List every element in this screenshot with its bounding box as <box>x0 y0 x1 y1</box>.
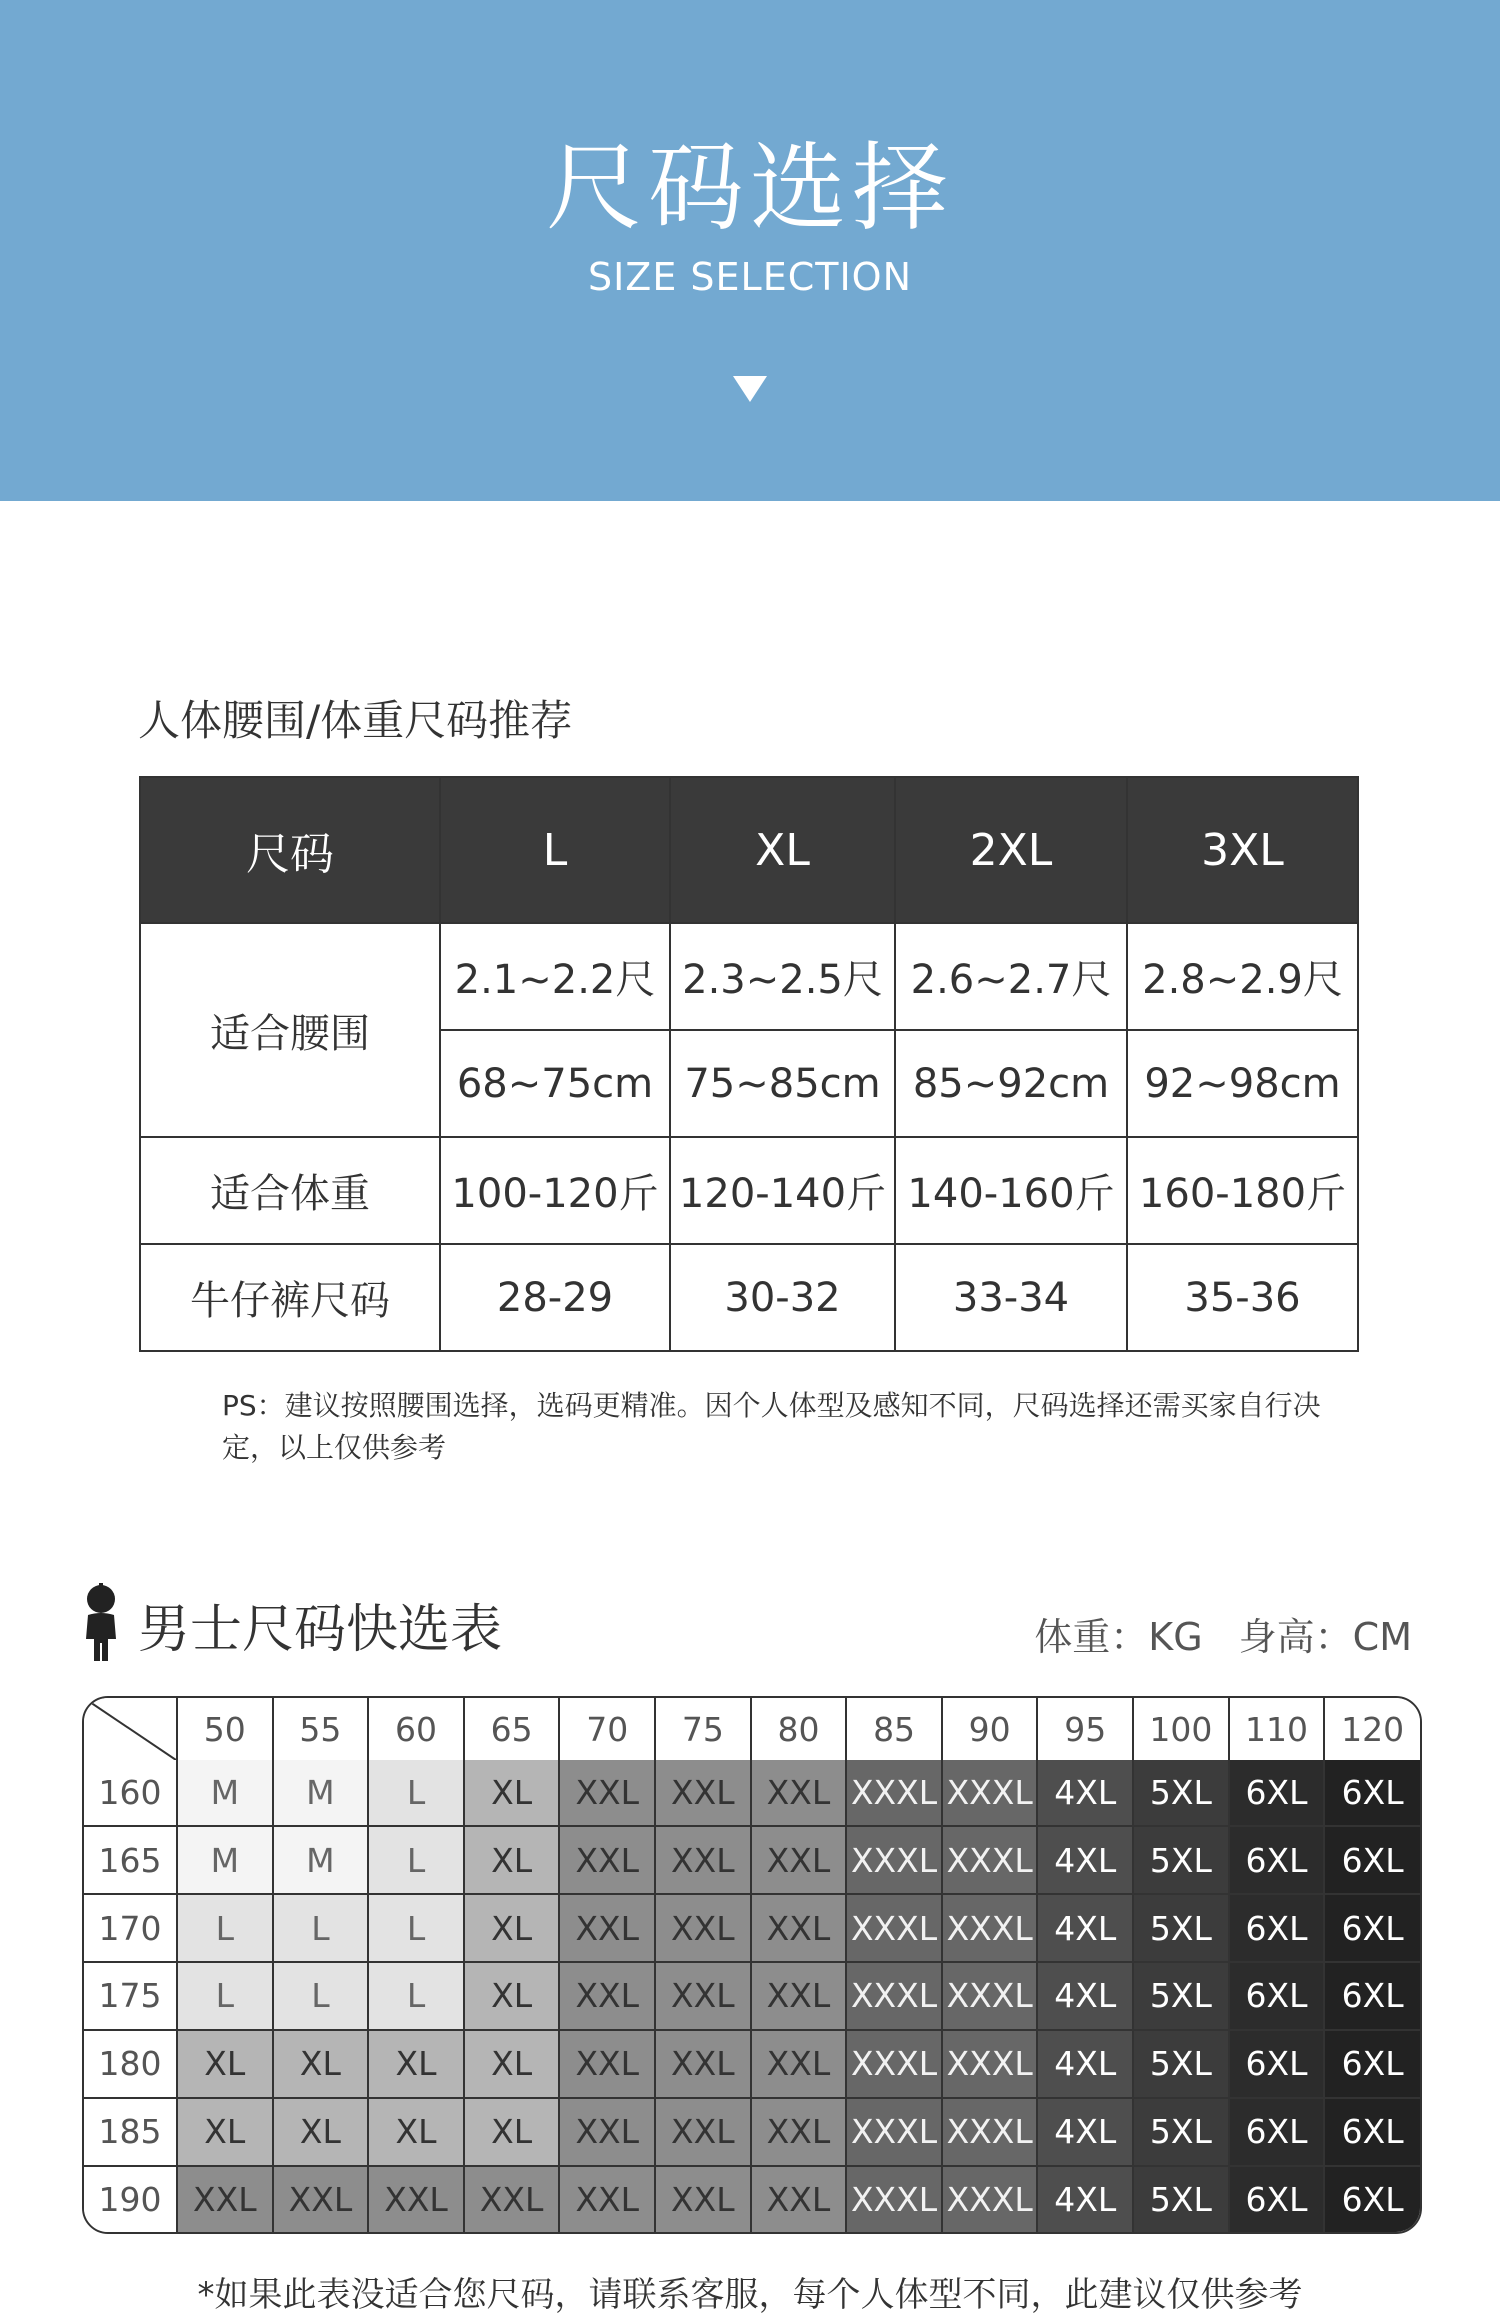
size-cell: 5XL <box>1133 1760 1229 1826</box>
size-cell: 6XL <box>1229 2030 1325 2098</box>
size-cell: XL <box>464 1826 560 1894</box>
size-cell: XXXL <box>846 1760 942 1826</box>
size-cell: XXL <box>655 2166 751 2232</box>
size-cell: M <box>177 1826 273 1894</box>
table-cell: 2.6~2.7尺 <box>895 923 1127 1030</box>
table-cell: 28-29 <box>440 1244 670 1351</box>
size-cell: 4XL <box>1037 2166 1133 2232</box>
size-cell: XXXL <box>846 2166 942 2232</box>
size-cell: XXXL <box>942 2166 1038 2232</box>
size-cell: XL <box>273 2030 369 2098</box>
size-recommendation-table <box>139 776 1359 1352</box>
size-cell: XXL <box>655 1760 751 1826</box>
weight-header-cell: 95 <box>1037 1698 1133 1760</box>
weight-header-cell: 65 <box>464 1698 560 1760</box>
size-cell: L <box>273 1894 369 1962</box>
size-cell: XXL <box>273 2166 369 2232</box>
height-label-cell: 185 <box>84 2098 177 2166</box>
size-cell: 6XL <box>1229 1826 1325 1894</box>
size-cell: XXXL <box>846 2098 942 2166</box>
weight-header-cell: 110 <box>1229 1698 1325 1760</box>
header-cell: 尺码 <box>140 777 440 923</box>
size-cell: XXL <box>464 2166 560 2232</box>
size-cell: XXXL <box>846 1962 942 2030</box>
size-cell: M <box>273 1760 369 1826</box>
size-cell: L <box>368 1962 464 2030</box>
size-cell: 6XL <box>1324 1894 1420 1962</box>
size-cell: XXL <box>751 1894 847 1962</box>
size-cell: XL <box>273 2098 369 2166</box>
table-cell: 2.1~2.2尺 <box>440 923 670 1030</box>
size-cell: 6XL <box>1229 1894 1325 1962</box>
size-cell: XXL <box>751 1962 847 2030</box>
size-cell: XXL <box>177 2166 273 2232</box>
size-cell: XXXL <box>942 2098 1038 2166</box>
weight-header-cell: 75 <box>655 1698 751 1760</box>
weight-header-cell: 60 <box>368 1698 464 1760</box>
size-cell: XXXL <box>942 1760 1038 1826</box>
size-cell: 4XL <box>1037 1962 1133 2030</box>
size-cell: XXL <box>559 1760 655 1826</box>
table-cell: 100-120斤 <box>440 1137 670 1244</box>
size-cell: 6XL <box>1324 2166 1420 2232</box>
size-cell: 4XL <box>1037 1760 1133 1826</box>
size-table-title: 人体腰围/体重尺码推荐 <box>138 696 573 745</box>
size-cell: XL <box>368 2098 464 2166</box>
size-cell: XXXL <box>942 1826 1038 1894</box>
weight-header-cell: 55 <box>273 1698 369 1760</box>
table-cell: 2.3~2.5尺 <box>670 923 895 1030</box>
table-cell: 92~98cm <box>1127 1030 1358 1137</box>
size-cell: 6XL <box>1324 1760 1420 1826</box>
table-cell: 75~85cm <box>670 1030 895 1137</box>
size-cell: 6XL <box>1324 1962 1420 2030</box>
table-cell: 33-34 <box>895 1244 1127 1351</box>
jeans-row <box>140 1244 1358 1351</box>
size-cell: XXL <box>655 1826 751 1894</box>
quick-select-table <box>82 1696 1422 2234</box>
height-row <box>84 1760 1420 1826</box>
size-cell: XXXL <box>942 1962 1038 2030</box>
weight-header-row <box>84 1698 1420 1760</box>
size-cell: 5XL <box>1133 1894 1229 1962</box>
person-icon <box>80 1583 122 1661</box>
size-cell: XXL <box>559 1962 655 2030</box>
size-cell: XXL <box>559 1826 655 1894</box>
size-cell: XXL <box>655 2098 751 2166</box>
height-label-cell: 180 <box>84 2030 177 2098</box>
table-cell: 140-160斤 <box>895 1137 1127 1244</box>
weight-header-cell: 80 <box>751 1698 847 1760</box>
size-cell: XXL <box>559 2166 655 2232</box>
size-cell: 4XL <box>1037 1894 1133 1962</box>
size-cell: XL <box>464 2030 560 2098</box>
waist-label: 适合腰围 <box>140 923 440 1137</box>
page-subtitle: SIZE SELECTION <box>587 255 913 299</box>
size-cell: 6XL <box>1229 1760 1325 1826</box>
table-cell: 120-140斤 <box>670 1137 895 1244</box>
height-row <box>84 2030 1420 2098</box>
size-cell: XXL <box>751 2030 847 2098</box>
size-cell: XL <box>464 2098 560 2166</box>
size-cell: 6XL <box>1229 2166 1325 2232</box>
size-cell: XXL <box>655 2030 751 2098</box>
size-cell: M <box>273 1826 369 1894</box>
size-cell: XXXL <box>846 2030 942 2098</box>
size-cell: XL <box>464 1760 560 1826</box>
size-cell: XXXL <box>942 1894 1038 1962</box>
weight-header-cell: 90 <box>942 1698 1038 1760</box>
size-cell: 5XL <box>1133 2166 1229 2232</box>
size-cell: XL <box>464 1894 560 1962</box>
size-cell: XXXL <box>846 1894 942 1962</box>
height-row <box>84 2166 1420 2232</box>
table-cell: 160-180斤 <box>1127 1137 1358 1244</box>
header-cell: 2XL <box>895 777 1127 923</box>
diagonal-divider <box>84 1698 176 1760</box>
weight-label: 适合体重 <box>140 1137 440 1244</box>
size-cell: XXXL <box>942 2030 1038 2098</box>
table-cell: 35-36 <box>1127 1244 1358 1351</box>
size-cell: 4XL <box>1037 2098 1133 2166</box>
size-cell: XXL <box>655 1962 751 2030</box>
height-label-cell: 165 <box>84 1826 177 1894</box>
size-cell: XL <box>177 2098 273 2166</box>
height-label-cell: 160 <box>84 1760 177 1826</box>
size-cell: L <box>368 1894 464 1962</box>
size-cell: 4XL <box>1037 2030 1133 2098</box>
weight-header-cell: 85 <box>846 1698 942 1760</box>
size-cell: 4XL <box>1037 1826 1133 1894</box>
page-title: 尺码选择 <box>546 132 954 244</box>
table-cell: 85~92cm <box>895 1030 1127 1137</box>
size-cell: XXL <box>751 2166 847 2232</box>
size-cell: L <box>273 1962 369 2030</box>
size-cell: L <box>177 1962 273 2030</box>
height-row <box>84 1962 1420 2030</box>
quick-table-title: 男士尺码快选表 <box>138 1600 503 1660</box>
table-cell: 30-32 <box>670 1244 895 1351</box>
size-cell: XL <box>464 1962 560 2030</box>
triangle-down-icon <box>733 376 767 402</box>
quick-table-footnote: *如果此表没适合您尺码，请联系客服，每个人体型不同，此建议仅供参考 <box>197 2275 1303 2315</box>
size-note: PS：建议按照腰围选择，选码更精准。因个人体型及感知不同，尺码选择还需买家自行决定，以上仅供参考 <box>222 1389 1321 1464</box>
weight-header-cell: 100 <box>1133 1698 1229 1760</box>
size-cell: XXL <box>751 1826 847 1894</box>
size-cell: XXL <box>559 2098 655 2166</box>
weight-row <box>140 1137 1358 1244</box>
size-cell: XXXL <box>846 1826 942 1894</box>
size-cell: 5XL <box>1133 1826 1229 1894</box>
size-cell: XXL <box>559 1894 655 1962</box>
header-banner <box>0 0 1500 501</box>
size-cell: L <box>368 1760 464 1826</box>
unit-labels <box>998 1615 1412 1659</box>
height-row <box>84 1894 1420 1962</box>
size-cell: XL <box>177 2030 273 2098</box>
header-cell: XL <box>670 777 895 923</box>
header-cell: 3XL <box>1127 777 1358 923</box>
size-cell: 6XL <box>1324 2030 1420 2098</box>
weight-header-cell: 50 <box>177 1698 273 1760</box>
size-cell: 5XL <box>1133 2098 1229 2166</box>
size-cell: L <box>368 1826 464 1894</box>
size-cell: M <box>177 1760 273 1826</box>
table-cell: 68~75cm <box>440 1030 670 1137</box>
size-table-header-row <box>140 777 1358 923</box>
size-cell: 6XL <box>1229 1962 1325 2030</box>
waist-chi-row <box>140 923 1358 1030</box>
height-row <box>84 2098 1420 2166</box>
size-cell: XXL <box>368 2166 464 2232</box>
size-cell: 6XL <box>1229 2098 1325 2166</box>
height-label-cell: 170 <box>84 1894 177 1962</box>
height-row <box>84 1826 1420 1894</box>
size-cell: XL <box>368 2030 464 2098</box>
size-cell: 6XL <box>1324 1826 1420 1894</box>
height-unit-label: 身高：CM <box>1238 1615 1412 1659</box>
height-label-cell: 190 <box>84 2166 177 2232</box>
weight-header-cell: 70 <box>559 1698 655 1760</box>
size-cell: L <box>177 1894 273 1962</box>
weight-header-cell: 120 <box>1324 1698 1420 1760</box>
size-cell: XXL <box>751 1760 847 1826</box>
size-cell: XXL <box>655 1894 751 1962</box>
size-cell: 5XL <box>1133 2030 1229 2098</box>
table-cell: 2.8~2.9尺 <box>1127 923 1358 1030</box>
table-corner <box>84 1698 177 1760</box>
size-cell: 6XL <box>1324 2098 1420 2166</box>
header-cell: L <box>440 777 670 923</box>
size-cell: XXL <box>559 2030 655 2098</box>
weight-unit-label: 体重：KG <box>1034 1615 1203 1659</box>
height-label-cell: 175 <box>84 1962 177 2030</box>
size-cell: 5XL <box>1133 1962 1229 2030</box>
jeans-label: 牛仔裤尺码 <box>140 1244 440 1351</box>
size-cell: XXL <box>751 2098 847 2166</box>
